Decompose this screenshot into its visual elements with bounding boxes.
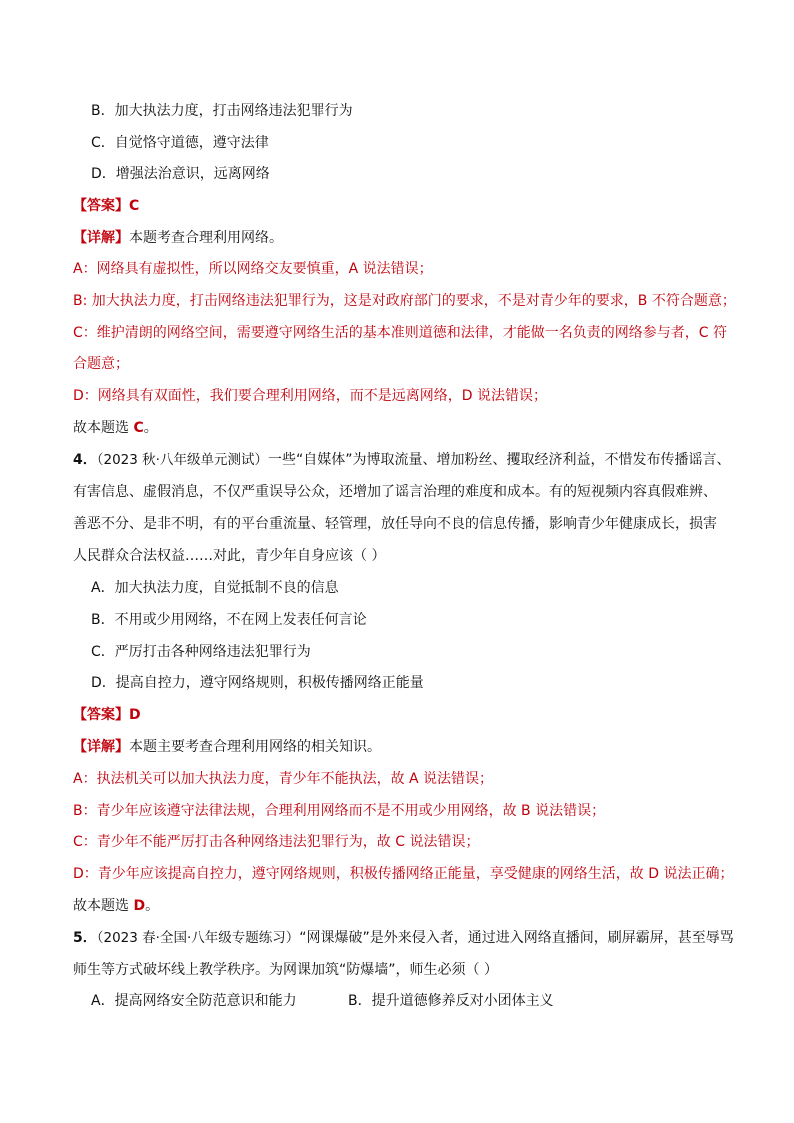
- option-letter: D．: [91, 675, 116, 691]
- stem-text: “网课爆破”是外来侵入者，通过进入网络直播间，刷屏霸屏，甚至辱骂: [299, 930, 734, 946]
- question-number: 4．: [73, 452, 97, 468]
- q4-analysis-a: A：执法机关可以加大执法力度，青少年不能执法，故 A 说法错误；: [73, 771, 494, 787]
- option-letter: D．: [91, 166, 116, 182]
- option-text: 不用或少用网络，不在网上发表任何言论: [114, 612, 367, 628]
- q4-option-d: [91, 673, 424, 693]
- q4-analysis-d: D：青少年应该提高自控力，遵守网络规则，积极传播网络正能量，享受健康的网络生活，故 D 说法正确；: [73, 866, 734, 882]
- conclusion-end: 。: [145, 898, 160, 914]
- q4-stem-line3: 善恶不分、是非不明，有的平台重流量、轻管理，放任导向不良的信息传播，影响青少年健康成长，损害: [73, 516, 717, 532]
- q3-analysis-a: A：网络具有虚拟性，所以网络交友要慎重，A 说法错误；: [73, 261, 433, 277]
- answer-value: D: [129, 707, 141, 723]
- option-letter: C．: [91, 135, 115, 151]
- detail-label: 【详解】: [73, 230, 129, 246]
- conclusion-text: 故本题选: [73, 898, 134, 914]
- detail-text: 本题主要考查合理利用网络的相关知识。: [129, 739, 381, 755]
- q3-analysis-c-line2: 合题意；: [73, 356, 129, 372]
- question-source: （2023 春·全国·八年级专题练习）: [96, 930, 300, 946]
- q4-option-c: [91, 642, 311, 662]
- q5-option-b: [348, 991, 554, 1011]
- detail-text: 本题考查合理利用网络。: [129, 230, 283, 246]
- q3-option-d: [91, 164, 270, 184]
- option-text: 加大执法力度，自觉抵制不良的信息: [114, 580, 339, 596]
- q5-option-a: [91, 991, 297, 1011]
- option-text: 提高自控力，遵守网络规则，积极传播网络正能量: [115, 675, 424, 691]
- q4-option-b: [91, 610, 367, 630]
- option-letter: C．: [91, 644, 115, 660]
- conclusion-end: 。: [143, 420, 158, 436]
- option-text: 增强法治意识，远离网络: [115, 166, 270, 182]
- q4-detail: [73, 737, 381, 757]
- q3-analysis-d: D：网络具有双面性，我们要合理利用网络，而不是远离网络，D 说法错误；: [73, 388, 548, 404]
- q3-analysis-b: B: 加大执法力度，打击网络违法犯罪行为，这是对政府部门的要求，不是对青少年的要求，B 不符合题意；: [73, 293, 736, 309]
- option-text: 提高网络安全防范意识和能力: [114, 993, 297, 1009]
- option-text: 严厉打击各种网络违法犯罪行为: [114, 644, 311, 660]
- q5-stem-line2: 师生等方式破坏线上教学秩序。为网课加筑“防爆墙”，师生必须（ ）: [73, 962, 498, 978]
- option-text: 加大执法力度，打击网络违法犯罪行为: [114, 103, 353, 119]
- option-letter: A．: [91, 580, 115, 596]
- q4-conclusion: [73, 896, 159, 916]
- q4-stem-line2: 有害信息、虚假消息，不仅严重误导公众，还增加了谣言治理的难度和成本。有的短视频内容真假难辨、: [73, 484, 717, 500]
- detail-label: 【详解】: [73, 739, 129, 755]
- stem-text: 一些“自媒体”为博取流量、增加粉丝、攫取经济利益，不惜发布传播谣言、: [267, 452, 731, 468]
- question-number: 5．: [73, 930, 97, 946]
- q4-option-a: [91, 578, 339, 598]
- q3-analysis-c-line1: C：维护清朗的网络空间，需要遵守网络生活的基本准则道德和法律，才能做一名负责的网络参与者，C 符: [73, 325, 727, 341]
- option-letter: B．: [348, 993, 372, 1009]
- q5-stem-line1: [73, 928, 734, 948]
- q3-detail: [73, 228, 283, 248]
- q3-option-b: [91, 101, 353, 121]
- q4-analysis-b: B：青少年应该遵守法律法规，合理利用网络而不是不用或少用网络，故 B 说法错误；: [73, 803, 606, 819]
- q4-stem-line1: [73, 450, 730, 470]
- option-text: 自觉恪守道德，遵守法律: [114, 135, 269, 151]
- answer-label: 【答案】: [73, 198, 129, 214]
- q3-answer: [73, 196, 139, 216]
- conclusion-value: D: [133, 898, 146, 914]
- q3-option-c: [91, 133, 269, 153]
- option-letter: A．: [91, 993, 115, 1009]
- answer-value: C: [129, 198, 140, 214]
- option-letter: B．: [91, 612, 115, 628]
- option-letter: B．: [91, 103, 115, 119]
- answer-label: 【答案】: [73, 707, 129, 723]
- conclusion-value: C: [133, 420, 144, 436]
- question-source: （2023 秋·八年级单元测试）: [96, 452, 268, 468]
- option-text: 提升道德修养反对小团体主义: [371, 993, 554, 1009]
- q4-analysis-c: C：青少年不能严厉打击各种网络违法犯罪行为，故 C 说法错误；: [73, 834, 480, 850]
- q3-conclusion: [73, 418, 158, 438]
- q4-stem-line4: 人民群众合法权益……对此，青少年自身应该（ ）: [73, 548, 386, 564]
- q4-answer: [73, 705, 141, 725]
- conclusion-text: 故本题选: [73, 420, 134, 436]
